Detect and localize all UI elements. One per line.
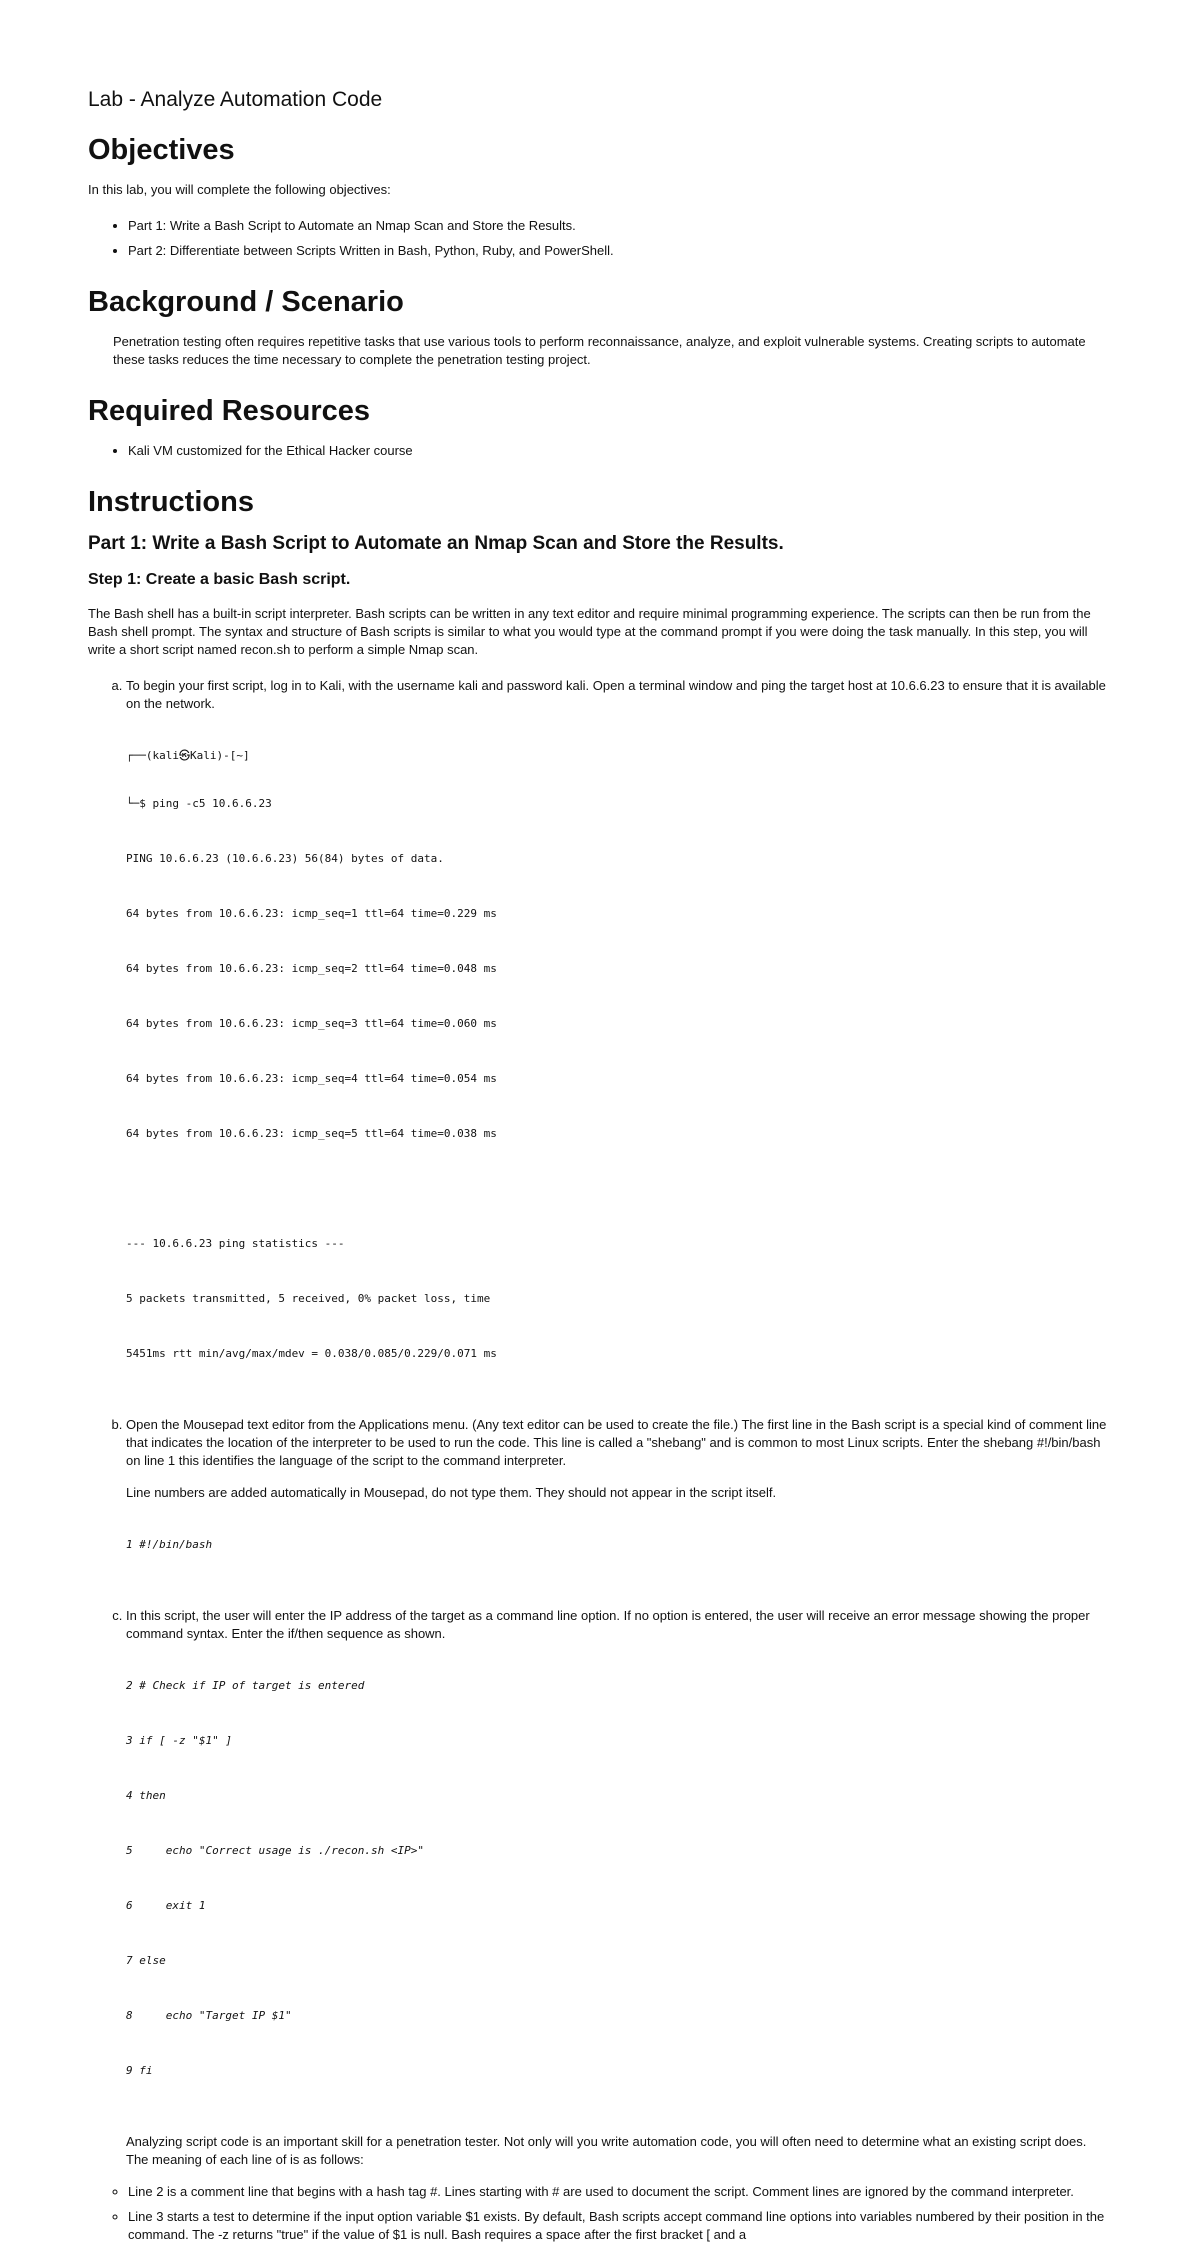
code-line: 7 else [126, 1954, 166, 1967]
step1-text: The Bash shell has a built-in script interpreter. Bash scripts can be written in any text editor and require minimal programming experience. The scripts can then be run from the Bash shell prompt. The syntax and structure of Bash scripts is similar to what you would type at the command prompt if you were doing the task manually. In this step, you will write a short script named recon.sh to perform a simple Nmap scan. [88, 606, 1091, 657]
resources-list [88, 442, 1112, 460]
code-line: 5451ms rtt min/avg/max/mdev = 0.038/0.085/0.229/0.071 ms [126, 1347, 497, 1360]
step-a-text: a. To begin your first script, log in to Kali, with the username kali and password kali. Open a terminal window and ping the target host at 10.6.6.23 to ensure that it is available on the network. [126, 678, 1106, 711]
list-item: ◦ Line 2 is a comment line that begins with a hash tag #. Lines starting with # are used to document the script. Comment lines are ignored by the command interpreter. [128, 2183, 1112, 2201]
code-line: 3 if [ -z "$1" ] [126, 1734, 232, 1747]
code-line: 64 bytes from 10.6.6.23: icmp_seq=5 ttl=64 time=0.038 ms [126, 1127, 497, 1140]
step-a [126, 677, 1112, 1402]
step-b [126, 1416, 1112, 1593]
code-line: 64 bytes from 10.6.6.23: icmp_seq=4 ttl=64 time=0.054 ms [126, 1072, 497, 1085]
step-c-text: c. In this script, the user will enter the IP address of the target as a command line option. If no option is entered, the user will receive an error message showing the proper command syntax. Enter the if/then sequence as shown. [126, 1608, 1090, 1641]
objectives-heading: Objectives [88, 134, 235, 166]
list-item: ◦ Line 3 starts a test to determine if the input option variable $1 exists. By default, Bash scripts accept command line options into variables numbered by their position in the command. The -z returns "true" if the value of $1 is null. Bash requires a space after the first bracket [ and a [128, 2208, 1112, 2244]
part1-heading: Part 1: Write a Bash Script to Automate an Nmap Scan and Store the Results. [88, 533, 784, 554]
code-line: 64 bytes from 10.6.6.23: icmp_seq=3 ttl=64 time=0.060 ms [126, 1017, 497, 1030]
shebang-code-block [126, 1510, 1112, 1593]
list-item: • Part 2: Differentiate between Scripts Written in Bash, Python, Ruby, and PowerShell. [128, 242, 1112, 260]
code-line: 64 bytes from 10.6.6.23: icmp_seq=1 ttl=64 time=0.229 ms [126, 907, 497, 920]
background-text: Penetration testing often requires repetitive tasks that use various tools to perform reconnaissance, analyze, and exploit vulnerable systems. Creating scripts to automate these tasks reduces the time necessary to complete the penetration testing project. [113, 334, 1086, 367]
code-line: 4 then [126, 1789, 166, 1802]
objectives-list [88, 217, 1112, 260]
analysis-text: Analyzing script code is an important skill for a penetration tester. Not only will you write automation code, you will often need to determine what an existing script does. The meaning of each line of is as follows: [126, 2134, 1087, 2167]
code-line: 2 # Check if IP of target is entered [126, 1679, 365, 1692]
step-b-note: Line numbers are added automatically in Mousepad, do not type them. They should not appear in the script itself. [126, 1485, 777, 1500]
code-line: 1 #!/bin/bash [126, 1538, 213, 1551]
code-line: --- 10.6.6.23 ping statistics --- [126, 1237, 345, 1250]
code-line: 8 echo "Target IP $1" [126, 2009, 292, 2022]
document-title: Lab - Analyze Automation Code [88, 88, 383, 111]
code-line [126, 1182, 1112, 1196]
code-line: 5 packets transmitted, 5 received, 0% packet loss, time [126, 1292, 491, 1305]
instructions-heading: Instructions [88, 486, 254, 518]
code-line: 64 bytes from 10.6.6.23: icmp_seq=2 ttl=64 time=0.048 ms [126, 962, 497, 975]
code-line: 9 fi [126, 2064, 153, 2077]
step1-heading: Step 1: Create a basic Bash script. [88, 571, 351, 588]
analysis-list [88, 2183, 1112, 2244]
list-item: • Kali VM customized for the Ethical Hacker course [128, 442, 1112, 460]
background-heading: Background / Scenario [88, 286, 404, 318]
resources-heading: Required Resources [88, 395, 371, 427]
ping-code-block [126, 721, 1112, 1402]
objectives-intro: In this lab, you will complete the following objectives: [88, 182, 391, 197]
code-line: └─$ ping -c5 10.6.6.23 [126, 797, 272, 810]
step-b-text: b. Open the Mousepad text editor from the Applications menu. (Any text editor can be used to create the file.) The first line in the Bash script is a special kind of comment line that indicates the location of the interpreter to be used to run the code. This line is called a "shebang" and is common to most Linux scripts. Enter the shebang #!/bin/bash on line 1 this identifies the language of the script to the command interpreter. [126, 1417, 1107, 1468]
code-line: 6 exit 1 [126, 1899, 206, 1912]
code-line: PING 10.6.6.23 (10.6.6.23) 56(84) bytes of data. [126, 852, 444, 865]
ifthen-code-block [126, 1651, 1112, 2119]
step-list [88, 677, 1112, 2244]
code-line: ┌──(kali㉿Kali)-[~] [126, 749, 250, 762]
step-c [126, 1607, 1112, 2244]
code-line: 5 echo "Correct usage is ./recon.sh <IP>" [126, 1844, 425, 1857]
list-item: • Part 1: Write a Bash Script to Automate an Nmap Scan and Store the Results. [128, 217, 1112, 235]
